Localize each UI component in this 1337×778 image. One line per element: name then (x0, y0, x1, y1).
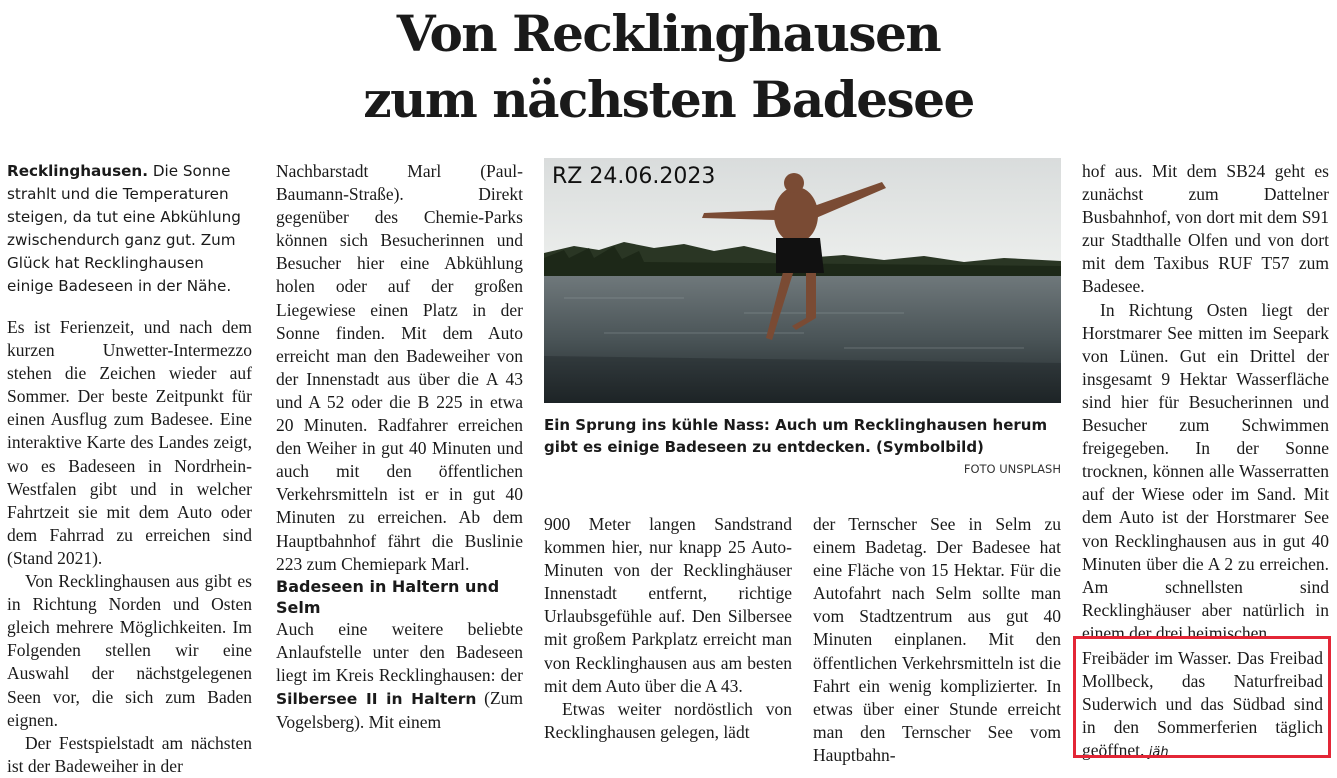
author-initials: jäh (1148, 745, 1169, 761)
column-3 (544, 513, 792, 744)
date-stamp: RZ 24.06.2023 (552, 164, 716, 189)
lede-paragraph (7, 160, 252, 299)
highlighted-text: Freibäder im Wasser. Das Freibad Mollbeck, das Naturfreibad Suderwich und das Südbad sind in den Sommerferien täglich geöffnet. (1082, 648, 1323, 761)
body-paragraph: 900 Meter langen Sandstrand kommen hier, nur knapp 25 Auto-Minuten von der Recklinghäuser Innenstadt entfernt, richtige Urlaubsgefühle auf. Den Silbersee mit großem Parkplatz erreicht man von Recklinghausen aus am besten mit dem Auto über die A 43. (544, 514, 792, 696)
body-paragraph: Von Recklinghausen aus gibt es in Richtung Norden und Osten gleich mehrere Möglichkeiten. Im Folgenden stellen wir eine Auswahl der nächstgelegenen Seen vor, die sich zum Baden eignen. (7, 571, 252, 730)
dateline: Recklinghausen. (7, 162, 148, 180)
subheading: Badeseen in Haltern und Selm (276, 576, 500, 617)
body-paragraph: In Richtung Osten liegt der Horstmarer See mitten im Seepark von Lünen. Gut ein Drittel der insgesamt 9 Hektar Wasserfläche sind hier für Besucherinnen und Besucher zum Schwimmen freigegeben. In der Sonne trocknen, können alle Wasserratten auf der Wiese oder im Sand. Mit dem Auto ist der Horstmarer See von Recklinghausen aus in gut 40 Minuten über die A 2 zu erreichen. Am schnellsten sind Recklinghäuser aber natürlich in einem der drei heimischen (1082, 299, 1329, 643)
column-5 (1082, 160, 1329, 645)
column-4 (813, 513, 1061, 767)
column-2 (276, 160, 523, 734)
body-text: Auch eine weitere beliebte Anlaufstelle unter den Badeseen liegt im Kreis Recklinghausen: der (276, 618, 523, 685)
photo-caption: Ein Sprung ins kühle Nass: Auch um Recklinghausen herum gibt es einige Badeseen zu entdecken. (Symbolbild) (544, 416, 1048, 456)
highlight-location: Silbersee II in Haltern (276, 689, 477, 708)
body-paragraph: Es ist Ferienzeit, und nach dem kurzen Unwetter-Intermezzo stehen die Zeichen wieder auf Sommer. Der beste Zeitpunkt für einen Ausflug zum Badesee. Eine interaktive Karte des Landes zeigt, wo es Badeseen in Nordrhein-Westfalen gibt und in welcher Fahrtzeit sie mit dem Auto oder dem Fahrrad zu erreichen sind (Stand 2021). (7, 317, 252, 568)
highlight-box (1073, 636, 1331, 761)
body-paragraph (276, 618, 523, 734)
column-1 (7, 160, 252, 299)
column-1-body (7, 316, 252, 778)
lede-text: Die Sonne strahlt und die Temperaturen steigen, da tut eine Abkühlung zwischendurch ganz gut. Zum Glück hat Recklinghausen einige Badeseen in der Nähe. (7, 162, 241, 296)
headline-line-2: zum nächsten Badesee (363, 70, 974, 129)
body-paragraph: Der Festspielstadt am nächsten ist der Badeweiher in der (7, 732, 252, 776)
body-paragraph: hof aus. Mit dem SB24 geht es zunächst zum Dattelner Busbahnhof, von dort mit dem S91 zur Stadthalle Olfen und von dort mit dem Taxibus RUF T57 zum Badesee. (1082, 161, 1329, 297)
headline-line-1: Von Recklinghausen (396, 4, 941, 63)
body-paragraph: Etwas weiter nordöstlich von Recklinghausen gelegen, lädt (544, 698, 792, 742)
body-paragraph: der Ternscher See in Selm zu einem Badetag. Der Badesee hat eine Fläche von 15 Hektar. Für die Autofahrt nach Selm sollte man vom Stadtzentrum aus gut 40 Minuten einplanen. Mit den öffentlichen Verkehrsmitteln ist die Fahrt ein wenig komplizierter. In etwas über einer Stunde erreicht man den Ternscher See vom Hauptbahn- (813, 514, 1061, 765)
body-paragraph: Nachbarstadt Marl (Paul-Baumann-Straße). Direkt gegenüber des Chemie-Parks können sich Besucherinnen und Besucher hier eine Abkühlung holen oder auf der großen Liegewiese einen Platz in der Sonne finden. Mit dem Auto erreicht man den Badeweiher von der Innenstadt aus über die A 43 und A 52 oder die B 225 in etwa 20 Minuten. Radfahrer erreichen den Weiher in gut 40 Minuten und auch mit den öffentlichen Verkehrsmitteln ist er in gut 40 Minuten zu erreichen. Ab dem Hauptbahnhof fährt die Buslinie 223 zum Chemiepark Marl. (276, 161, 523, 574)
photo-credit: FOTO UNSPLASH (963, 462, 1061, 476)
photo-jumping-man (544, 158, 1061, 403)
article-photo (544, 158, 1061, 403)
body-text: (Zum Vogelsberg). Mit einem (276, 687, 523, 733)
